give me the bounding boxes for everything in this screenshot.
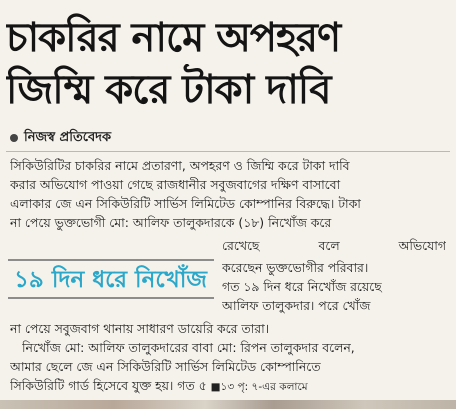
bullet-icon [10,134,18,142]
column-line-3: গত ১৯ দিন ধরে নিখোঁজ রয়েছে [222,279,382,294]
body-after-line-2: নিখোঁজ মো: আলিফ তালুকদারের বাবা মো: রিপন তালুকদার বলেন, [22,340,355,355]
column-line-1 [222,236,446,255]
photo-strip [0,400,456,409]
headline-line-2: জিম্মি করে টাকা দাবি [6,67,331,113]
subhead: ১৯ দিন ধরে নিখোঁজ [14,267,207,293]
body-after-line-4 [10,376,446,397]
body-line-3: এলাকার জে এন সিকিউরিটি সার্ভিস লিমিটেড কোম্পানির বিরুদ্ধে। টাকা [10,196,361,211]
body-line-1: সিকিউরিটির চাকরির নামে প্রতারণা, অপহরণ ও জিম্মি করে টাকা দাবি [10,158,350,173]
body-after-line-3: আমার ছেলে জে এন সিকিউরিটি সার্ভিস লিমিটেড কোম্পানিতে [10,359,321,374]
divider [6,151,450,152]
byline-text: নিজস্ব প্রতিবেদক [24,130,112,145]
body-after-line-1: না পেয়ে সবুজবাগ থানায় সাধারণ ডায়েরি করে তারা। [10,321,270,336]
body-line-2: করার অভিযোগ পাওয়া গেছে রাজধানীর সবুজবাগের দক্ষিণ বাসাবো [10,177,341,192]
column-word-2: বলে [318,238,340,253]
column-word-1: রেখেছে [222,238,260,253]
column-word-3: অভিযোগ [398,238,446,253]
continuation-link[interactable]: ■১৩ পৃ: ৭-এর কলামে [210,381,308,393]
body-line-4: না পেয়ে ভুক্তভোগী মো: আলিফ তালুকদারকে (১৮) নিখোঁজ করে [10,215,332,230]
column-line-4: আলিফ তালুকদার। পরে খোঁজ [222,298,371,313]
byline [10,130,310,146]
headline-line-1: চাকরির নামে অপহরণ [6,15,341,61]
subhead-box [8,259,214,299]
column-line-2: করেছেন ভুক্তভোগীর পরিবার। [222,260,369,275]
body-after-line-4-text: সিকিউরিটি গার্ড হিসেবে যুক্ত হয়। গত ৫ [10,378,207,393]
